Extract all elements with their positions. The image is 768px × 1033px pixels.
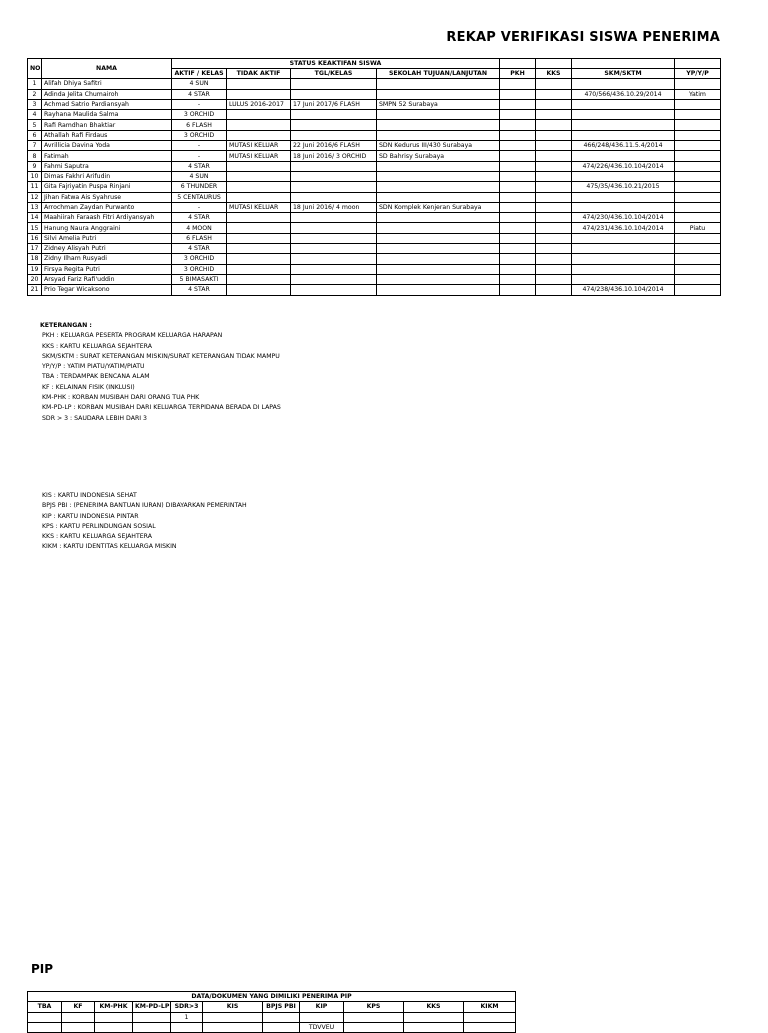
cell-tidak-aktif: [227, 264, 291, 274]
cell-sekolah: [377, 182, 500, 192]
cell-no: 9: [28, 161, 42, 171]
cell-pkh: [500, 141, 536, 151]
cell-sekolah: [377, 192, 500, 202]
cell-pkh: [500, 213, 536, 223]
cell-sekolah: SD Bahrisy Surabaya: [377, 151, 500, 161]
header-skm: SKM/SKTM: [572, 69, 675, 79]
pip-col-header: TBA: [28, 1002, 62, 1012]
cell-pkh: [500, 192, 536, 202]
cell-tidak-aktif: [227, 130, 291, 140]
table-row: [28, 161, 721, 171]
cell-aktif: 6 THUNDER: [172, 182, 227, 192]
cell-yp: [675, 151, 721, 161]
header-aktif: AKTIF / KELAS: [172, 69, 227, 79]
legend-item: SDR > 3 : SAUDARA LEBIH DARI 3: [42, 414, 147, 422]
cell-kks: [536, 79, 572, 89]
cell-tidak-aktif: [227, 89, 291, 99]
cell-tgl-kelas: [291, 223, 377, 233]
cell-kks: [536, 151, 572, 161]
cell-aktif: -: [172, 151, 227, 161]
cell-nama: Rayhana Maulida Salma: [42, 110, 172, 120]
cell-sekolah: SDN Kedurus III/430 Surabaya: [377, 141, 500, 151]
cell-sekolah: [377, 120, 500, 130]
cell-kks: [536, 202, 572, 212]
header-skm-blank: [572, 59, 675, 69]
legend-keterangan: [42, 321, 281, 424]
cell-aktif: -: [172, 99, 227, 109]
cell-sekolah: [377, 110, 500, 120]
cell-no: 15: [28, 223, 42, 233]
pip-cell: [300, 1012, 344, 1022]
cell-pkh: [500, 130, 536, 140]
cell-tidak-aktif: [227, 161, 291, 171]
cell-skm-sktm: [572, 110, 675, 120]
cell-pkh: [500, 285, 536, 295]
cell-nama: Dimas Fakhri Arifudin: [42, 171, 172, 181]
cell-skm-sktm: 474/238/436.10.104/2014: [572, 285, 675, 295]
cell-pkh: [500, 120, 536, 130]
cell-yp: Piatu: [675, 223, 721, 233]
cell-yp: [675, 171, 721, 181]
cell-aktif: 3 ORCHID: [172, 130, 227, 140]
verification-table: [27, 58, 721, 296]
table-row: [28, 110, 721, 120]
legend-item: KIP : KARTU INDONESIA PINTAR: [42, 512, 139, 520]
cell-pkh: [500, 233, 536, 243]
cell-kks: [536, 192, 572, 202]
header-kks: KKS: [536, 69, 572, 79]
cell-kks: [536, 141, 572, 151]
cell-nama: Zidney Alisyah Putri: [42, 244, 172, 254]
cell-skm-sktm: [572, 244, 675, 254]
legend-item: KIKM : KARTU IDENTITAS KELUARGA MISKIN: [42, 543, 177, 551]
pip-col-header: KF: [62, 1002, 95, 1012]
pip-heading: PIP: [31, 962, 54, 976]
cell-tidak-aktif: [227, 223, 291, 233]
cell-skm-sktm: [572, 130, 675, 140]
cell-sekolah: SDN Komplek Kenjeran Surabaya: [377, 202, 500, 212]
table-row: [28, 233, 721, 243]
cell-tgl-kelas: [291, 182, 377, 192]
cell-sekolah: [377, 274, 500, 284]
legend-item: BPJS PBI : (PENERIMA BANTUAN IURAN) DIBAYARKAN PEMERINTAH: [42, 502, 247, 510]
cell-tgl-kelas: [291, 254, 377, 264]
cell-sekolah: [377, 233, 500, 243]
cell-yp: [675, 192, 721, 202]
pip-col-header: SDR>3: [171, 1002, 203, 1012]
cell-tidak-aktif: [227, 244, 291, 254]
cell-nama: Zidny Ilham Rusyadi: [42, 254, 172, 264]
header-nama: NAMA: [42, 59, 172, 79]
cell-sekolah: [377, 171, 500, 181]
cell-aktif: 6 FLASH: [172, 233, 227, 243]
header-ypyp: YP/Y/P: [675, 69, 721, 79]
cell-kks: [536, 171, 572, 181]
header-sekolah: SEKOLAH TUJUAN/LANJUTAN: [377, 69, 500, 79]
cell-tidak-aktif: [227, 110, 291, 120]
cell-aktif: 3 ORCHID: [172, 254, 227, 264]
legend-title: KETERANGAN :: [40, 322, 92, 329]
cell-sekolah: [377, 264, 500, 274]
cell-no: 6: [28, 130, 42, 140]
pip-cell: [133, 1012, 171, 1022]
cell-no: 19: [28, 264, 42, 274]
cell-nama: Fahmi Saputra: [42, 161, 172, 171]
cell-tidak-aktif: [227, 285, 291, 295]
table-row: [28, 202, 721, 212]
cell-no: 2: [28, 89, 42, 99]
cell-aktif: 4 STAR: [172, 285, 227, 295]
cell-sekolah: [377, 213, 500, 223]
pip-cell: [203, 1012, 263, 1022]
cell-nama: Silvi Amelia Putri: [42, 233, 172, 243]
cell-yp: [675, 161, 721, 171]
cell-sekolah: [377, 244, 500, 254]
cell-tgl-kelas: 18 Juni 2016/ 4 moon: [291, 202, 377, 212]
cell-tgl-kelas: [291, 192, 377, 202]
cell-yp: [675, 110, 721, 120]
table-row: [28, 141, 721, 151]
cell-tidak-aktif: [227, 233, 291, 243]
cell-tidak-aktif: [227, 213, 291, 223]
cell-tgl-kelas: [291, 233, 377, 243]
cell-aktif: 3 ORCHID: [172, 264, 227, 274]
cell-tidak-aktif: [227, 192, 291, 202]
pip-col-header: KPS: [344, 1002, 404, 1012]
pip-cell: [344, 1012, 404, 1022]
cell-nama: Maahiirah Faraash Fitri Ardiyansyah: [42, 213, 172, 223]
cell-aktif: 4 SUN: [172, 171, 227, 181]
cell-skm-sktm: 474/230/436.10.104/2014: [572, 213, 675, 223]
cell-tgl-kelas: [291, 244, 377, 254]
cell-no: 4: [28, 110, 42, 120]
legend-item: YP/Y/P : YATIM PIATU/YATIM/PIATU: [42, 363, 145, 371]
cell-skm-sktm: 470/566/436.10.29/2014: [572, 89, 675, 99]
cell-kks: [536, 89, 572, 99]
cell-yp: [675, 120, 721, 130]
cell-no: 20: [28, 274, 42, 284]
table-row: [28, 120, 721, 130]
cell-kks: [536, 244, 572, 254]
cell-sekolah: [377, 285, 500, 295]
cell-tidak-aktif: MUTASI KELUAR: [227, 141, 291, 151]
header-pkh-blank: [500, 59, 536, 69]
cell-pkh: [500, 274, 536, 284]
cell-tidak-aktif: [227, 171, 291, 181]
cell-kks: [536, 254, 572, 264]
cell-kks: [536, 223, 572, 233]
cell-pkh: [500, 79, 536, 89]
legend-keterangan-cards: [42, 491, 247, 553]
cell-no: 3: [28, 99, 42, 109]
cell-skm-sktm: 466/248/436.11.5.4/2014: [572, 141, 675, 151]
cell-skm-sktm: [572, 99, 675, 109]
cell-no: 21: [28, 285, 42, 295]
cell-yp: [675, 141, 721, 151]
table-row: [28, 264, 721, 274]
pip-col-header: BPJS PBI: [263, 1002, 300, 1012]
cell-yp: [675, 254, 721, 264]
table-row: [28, 192, 721, 202]
pip-cell: [28, 1012, 62, 1022]
cell-no: 12: [28, 192, 42, 202]
table-row: [28, 130, 721, 140]
cell-yp: [675, 264, 721, 274]
pip-cell: [464, 1012, 516, 1022]
table-row: [28, 274, 721, 284]
cell-skm-sktm: [572, 192, 675, 202]
cell-skm-sktm: [572, 202, 675, 212]
cell-pkh: [500, 171, 536, 181]
cell-no: 16: [28, 233, 42, 243]
cell-pkh: [500, 182, 536, 192]
cell-sekolah: [377, 254, 500, 264]
cell-tgl-kelas: [291, 79, 377, 89]
cell-nama: Adinda Jelita Chumairoh: [42, 89, 172, 99]
cell-kks: [536, 99, 572, 109]
cell-tidak-aktif: [227, 182, 291, 192]
cell-yp: Yatim: [675, 89, 721, 99]
pip-table: [27, 991, 516, 1033]
cell-nama: Arsyad Fariz Rafi'uddin: [42, 274, 172, 284]
pip-cell-kip-fragment: TDVVEU: [300, 1022, 344, 1032]
header-pkh: PKH: [500, 69, 536, 79]
table-row: [28, 254, 721, 264]
pip-col-header: KM-PHK: [95, 1002, 133, 1012]
header-no: NO: [28, 59, 42, 79]
table-row: [28, 213, 721, 223]
cell-tidak-aktif: LULUS 2016-2017: [227, 99, 291, 109]
cell-nama: Jihan Fatwa Ais Syahruse: [42, 192, 172, 202]
cell-kks: [536, 110, 572, 120]
document-title: REKAP VERIFIKASI SISWA PENERIMA: [446, 30, 720, 45]
cell-tgl-kelas: 22 Juni 2016/6 FLASH: [291, 141, 377, 151]
pip-col-header: KIP: [300, 1002, 344, 1012]
cell-no: 7: [28, 141, 42, 151]
pip-cell: [263, 1012, 300, 1022]
cell-tgl-kelas: [291, 130, 377, 140]
cell-skm-sktm: [572, 171, 675, 181]
cell-no: 13: [28, 202, 42, 212]
cell-nama: Rafi Ramdhan Bhaktiar: [42, 120, 172, 130]
cell-sekolah: [377, 130, 500, 140]
cell-pkh: [500, 244, 536, 254]
cell-kks: [536, 233, 572, 243]
cell-skm-sktm: [572, 264, 675, 274]
cell-kks: [536, 274, 572, 284]
cell-aktif: 6 FLASH: [172, 120, 227, 130]
cell-tgl-kelas: [291, 274, 377, 284]
cell-yp: [675, 233, 721, 243]
cell-no: 17: [28, 244, 42, 254]
table-row: [28, 171, 721, 181]
cell-kks: [536, 213, 572, 223]
pip-col-header: KIS: [203, 1002, 263, 1012]
cell-yp: [675, 202, 721, 212]
pip-col-header: KM-PD-LP: [133, 1002, 171, 1012]
legend-item: SKM/SKTM : SURAT KETERANGAN MISKIN/SURAT KETERANGAN TIDAK MAMPU: [42, 352, 280, 360]
header-status-group: STATUS KEAKTIFAN SISWA: [172, 59, 500, 69]
cell-aktif: 5 BIMASAKTI: [172, 274, 227, 284]
pip-cell: [62, 1012, 95, 1022]
cell-tgl-kelas: [291, 285, 377, 295]
cell-skm-sktm: [572, 254, 675, 264]
cell-aktif: 3 ORCHID: [172, 110, 227, 120]
cell-tidak-aktif: MUTASI KELUAR: [227, 151, 291, 161]
cell-pkh: [500, 223, 536, 233]
cell-aktif: 4 STAR: [172, 89, 227, 99]
table-row: [28, 244, 721, 254]
cell-tgl-kelas: [291, 171, 377, 181]
cell-sekolah: [377, 79, 500, 89]
pip-group-header: DATA/DOKUMEN YANG DIMILIKI PENERIMA PIP: [28, 992, 516, 1002]
cell-pkh: [500, 99, 536, 109]
table-row: [28, 182, 721, 192]
table-row: [28, 79, 721, 89]
header-kks-blank: [536, 59, 572, 69]
cell-yp: [675, 274, 721, 284]
table-row: [28, 89, 721, 99]
legend-item: KF : KELAINAN FISIK (INKLUSI): [42, 383, 135, 391]
cell-tgl-kelas: [291, 120, 377, 130]
cell-aktif: -: [172, 202, 227, 212]
cell-kks: [536, 161, 572, 171]
legend-item: PKH : KELUARGA PESERTA PROGRAM KELUARGA HARAPAN: [42, 332, 223, 340]
legend-item: KIS : KARTU INDONESIA SEHAT: [42, 492, 137, 499]
pip-cell: [404, 1012, 464, 1022]
cell-no: 18: [28, 254, 42, 264]
cell-skm-sktm: 475/35/436.10.21/2015: [572, 182, 675, 192]
cell-tgl-kelas: [291, 264, 377, 274]
cell-kks: [536, 264, 572, 274]
legend-item: KKS : KARTU KELUARGA SEJAHTERA: [42, 342, 152, 350]
pip-cell: [95, 1012, 133, 1022]
cell-nama: Alifah Dhiya Safitri: [42, 79, 172, 89]
cell-tgl-kelas: [291, 213, 377, 223]
pip-col-header: KIKM: [464, 1002, 516, 1012]
cell-sekolah: [377, 223, 500, 233]
cell-no: 14: [28, 213, 42, 223]
cell-kks: [536, 130, 572, 140]
cell-no: 11: [28, 182, 42, 192]
cell-nama: Arrochman Zaydan Purwanto: [42, 202, 172, 212]
legend-item: KPS : KARTU PERLINDUNGAN SOSIAL: [42, 522, 156, 530]
cell-kks: [536, 285, 572, 295]
cell-pkh: [500, 202, 536, 212]
legend-item: KM-PHK : KORBAN MUSIBAH DARI ORANG TUA PHK: [42, 394, 200, 402]
cell-skm-sktm: [572, 120, 675, 130]
cell-no: 10: [28, 171, 42, 181]
cell-tgl-kelas: 17 Juni 2017/6 FLASH: [291, 99, 377, 109]
cell-no: 8: [28, 151, 42, 161]
cell-yp: [675, 130, 721, 140]
cell-yp: [675, 99, 721, 109]
table-row: [28, 99, 721, 109]
cell-yp: [675, 285, 721, 295]
header-tgl-kelas: TGL/KELAS: [291, 69, 377, 79]
cell-tidak-aktif: [227, 79, 291, 89]
cell-sekolah: [377, 161, 500, 171]
cell-tidak-aktif: [227, 274, 291, 284]
cell-pkh: [500, 110, 536, 120]
cell-pkh: [500, 161, 536, 171]
cell-nama: Prio Tegar Wicaksono: [42, 285, 172, 295]
cell-sekolah: [377, 89, 500, 99]
cell-nama: Avrillicia Davina Yoda: [42, 141, 172, 151]
cell-tidak-aktif: [227, 120, 291, 130]
legend-item: KKS : KARTU KELUARGA SEJAHTERA: [42, 533, 152, 541]
cell-aktif: 4 MOON: [172, 223, 227, 233]
cell-nama: Gita Fajriyatin Puspa Rinjani: [42, 182, 172, 192]
cell-tidak-aktif: MUTASI KELUAR: [227, 202, 291, 212]
cell-pkh: [500, 264, 536, 274]
cell-skm-sktm: [572, 233, 675, 243]
cell-tgl-kelas: [291, 110, 377, 120]
cell-pkh: [500, 89, 536, 99]
cell-pkh: [500, 151, 536, 161]
cell-yp: [675, 79, 721, 89]
pip-col-header: KKS: [404, 1002, 464, 1012]
table-row: [28, 285, 721, 295]
cell-nama: Firsya Regita Putri: [42, 264, 172, 274]
cell-aktif: 4 STAR: [172, 213, 227, 223]
cell-nama: Fatimah: [42, 151, 172, 161]
cell-aktif: 5 CENTAURUS: [172, 192, 227, 202]
cell-aktif: -: [172, 141, 227, 151]
cell-aktif: 4 STAR: [172, 161, 227, 171]
legend-item: TBA : TERDAMPAK BENCANA ALAM: [42, 373, 150, 381]
cell-pkh: [500, 254, 536, 264]
cell-nama: Athallah Rafi Firdaus: [42, 130, 172, 140]
cell-no: 1: [28, 79, 42, 89]
header-tidak-aktif: TIDAK AKTIF: [227, 69, 291, 79]
table-row: [28, 223, 721, 233]
cell-yp: [675, 213, 721, 223]
cell-kks: [536, 120, 572, 130]
cell-tgl-kelas: 18 Juni 2016/ 3 ORCHID: [291, 151, 377, 161]
cell-aktif: 4 STAR: [172, 244, 227, 254]
cell-sekolah: SMPN 52 Surabaya: [377, 99, 500, 109]
cell-skm-sktm: [572, 274, 675, 284]
cell-skm-sktm: [572, 79, 675, 89]
cell-skm-sktm: [572, 151, 675, 161]
cell-nama: Hanung Naura Anggraini: [42, 223, 172, 233]
cell-tgl-kelas: [291, 89, 377, 99]
cell-no: 5: [28, 120, 42, 130]
cell-aktif: 4 SUN: [172, 79, 227, 89]
cell-kks: [536, 182, 572, 192]
cell-tidak-aktif: [227, 254, 291, 264]
cell-tgl-kelas: [291, 161, 377, 171]
cell-skm-sktm: 474/231/436.10.104/2014: [572, 223, 675, 233]
pip-cell: 1: [171, 1012, 203, 1022]
cell-yp: [675, 182, 721, 192]
cell-skm-sktm: 474/226/436.10.104/2014: [572, 161, 675, 171]
table-row: [28, 151, 721, 161]
legend-item: KM-PD-LP : KORBAN MUSIBAH DARI KELUARGA TERPIDANA BERADA DI LAPAS: [42, 404, 281, 412]
cell-nama: Achmad Satrio Pardiansyah: [42, 99, 172, 109]
header-yp-blank: [675, 59, 721, 69]
cell-yp: [675, 244, 721, 254]
